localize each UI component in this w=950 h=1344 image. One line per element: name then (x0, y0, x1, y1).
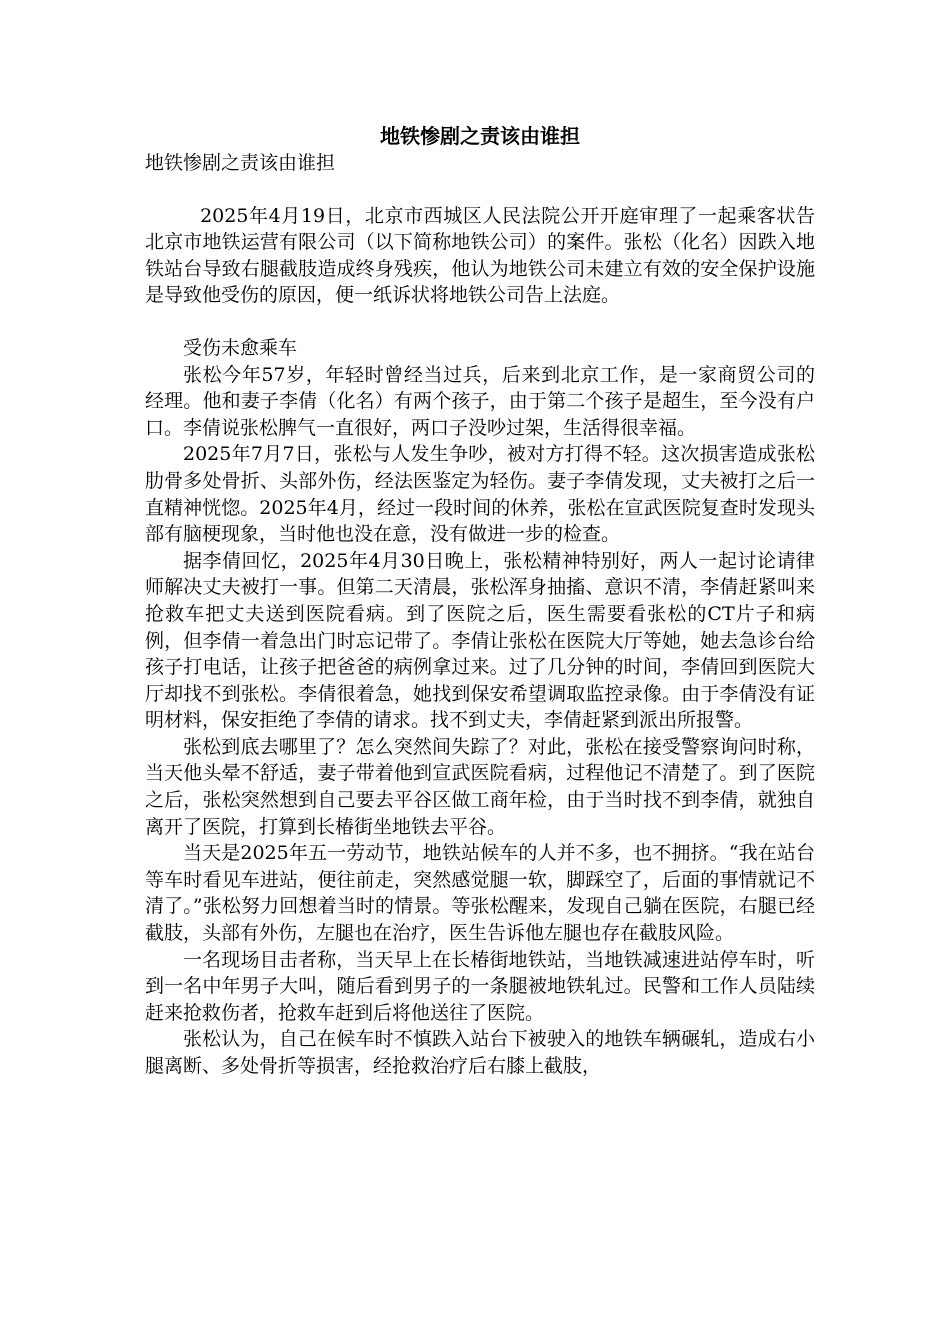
body-paragraph: 张松到底去哪里了？怎么突然间失踪了？对此，张松在接受警察询问时称，当天他头晕不舒适，妻子带着他到宣武医院看病，过程他记不清楚了。到了医院之后，张松突然想到自己要去平谷区做工商年检，由于当时找不到李倩，就独自离开了医院，打算到长椿街坐地铁去平谷。 (145, 735, 815, 838)
body-paragraph: 2025年7月7日，张松与人发生争吵，被对方打得不轻。这次损害造成张松肋骨多处骨折、头部外伤，经法医鉴定为轻伤。妻子李倩发现，丈夫被打之后一直精神恍惚。2025年4月，经过一段时间的休养，张松在宣武医院复查时发现头部有脑梗现象，当时他也没在意，没有做进一步的检查。 (145, 443, 815, 546)
document-page (145, 122, 815, 1080)
lead-paragraph: 2025年4月19日，北京市西城区人民法院公开开庭审理了一起乘客状告北京市地铁运营有限公司（以下简称地铁公司）的案件。张松（化名）因跌入地铁站台导致右腿截肢造成终身残疾，他认为地铁公司未建立有效的安全保护设施是导致他受伤的原因，便一纸诉状将地铁公司告上法庭。 (145, 204, 815, 307)
blank-line (145, 309, 815, 335)
blank-line (145, 177, 815, 203)
body-paragraph: 当天是2025年五一劳动节，地铁站候车的人并不多，也不拥挤。“我在站台等车时看见车进站，便往前走，突然感觉腿一软，脚踩空了，后面的事情就记不清了。”张松努力回想着当时的情景。等张松醒来，发现自己躺在医院，右腿已经截肢，头部有外伤，左腿也在治疗，医生告诉他左腿也存在截肢风险。 (145, 842, 815, 945)
body-paragraph: 一名现场目击者称，当天早上在长椿街地铁站，当地铁减速进站停车时，听到一名中年男子大叫，随后看到男子的一条腿被地铁轧过。民警和工作人员陆续赶来抢救伤者，抢救车赶到后将他送往了医院。 (145, 948, 815, 1024)
body-paragraph: 张松今年57岁，年轻时曾经当过兵，后来到北京工作，是一家商贸公司的经理。他和妻子李倩（化名）有两个孩子，由于第二个孩子是超生，至今没有户口。李倩说张松脾气一直很好，两口子没吵过架，生活得很幸福。 (145, 363, 815, 439)
document-subtitle: 地铁惨剧之责该由谁担 (145, 152, 336, 174)
body-paragraph: 张松认为，自己在候车时不慎跌入站台下被驶入的地铁车辆碾轧，造成右小腿离断、多处骨折等损害，经抢救治疗后右膝上截肢， (145, 1028, 815, 1077)
section-heading: 受伤未愈乘车 (183, 336, 298, 359)
document-title: 地铁惨剧之责该由谁担 (380, 124, 580, 148)
body-paragraph: 据李倩回忆，2025年4月30日晚上，张松精神特别好，两人一起讨论请律师解决丈夫被打一事。但第二天清晨，张松浑身抽搐、意识不清，李倩赶紧叫来抢救车把丈夫送到医院看病。到了医院之后，医生需要看张松的CT片子和病例，但李倩一着急出门时忘记带了。李倩让张松在医院大厅等她，她去急诊台给孩子打电话，让孩子把爸爸的病例拿过来。过了几分钟的时间，李倩回到医院大厅却找不到张松。李倩很着急，她找到保安希望调取监控录像。由于李倩没有证明材料，保安拒绝了李倩的请求。找不到丈夫，李倩赶紧到派出所报警。 (145, 549, 815, 732)
